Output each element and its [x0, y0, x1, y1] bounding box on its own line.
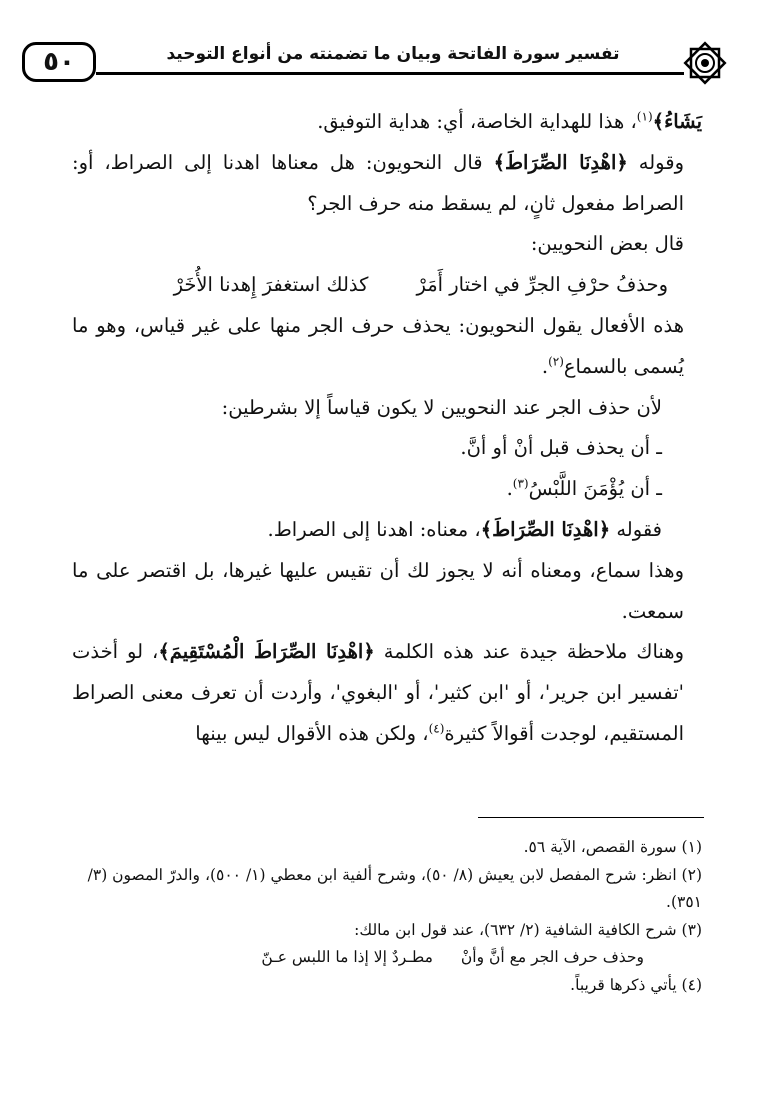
footnote-1: (١) سورة القصص، الآية ٥٦. — [523, 838, 702, 856]
condition-2 — [72, 469, 702, 510]
condition-text: . — [506, 477, 513, 501]
paragraph-text: وهناك ملاحظة جيدة عند هذه الكلمة — [383, 640, 684, 664]
paragraph-text: هذه الأفعال يقول النحويون: يحذف حرف الجر منها على غير قياس، وهو ما يُسمى بالسماع — [72, 313, 684, 378]
paragraph-3: قال بعض النحويين: — [530, 232, 684, 256]
star-ornament-icon — [680, 38, 730, 88]
paragraph-1 — [72, 102, 702, 143]
paragraph-8 — [72, 632, 702, 754]
paragraph-7: وهذا سماع، ومعناه أنه لا يجوز لك أن تقيس عليها غيرها، بل اقتصر على ما سمعت. — [72, 558, 684, 623]
footnote-ref: (٣) — [512, 476, 529, 491]
paragraph-4 — [72, 306, 702, 388]
quran-bracket: ﴾ — [652, 110, 665, 133]
footnote-4: (٤) يأتي ذكرها قريباً. — [570, 975, 702, 994]
footnote-3: (٣) شرح الكافية الشافية (٢/ ٦٣٢)، عند قول ابن مالك: — [354, 920, 702, 939]
page-number: ٥٠ — [22, 42, 96, 82]
condition-text: ـ أن يُؤْمَنَ اللَّبْسُ — [528, 477, 662, 501]
paragraph-5: لأن حذف الجر عند النحويين لا يكون قياساً إلا بشرطين: — [221, 395, 662, 419]
poem-hemistich-1: وحذفُ حرْفِ الجرِّ في اختار أَمَرْ — [416, 273, 668, 297]
quran-quote: ﴿اهْدِنَا الصِّرَاطَ﴾ — [493, 150, 628, 174]
paragraph-6 — [72, 510, 702, 551]
paragraph-text: ، هذا للهداية الخاصة، أي: هداية التوفيق. — [317, 110, 637, 133]
footnote-ref: (١) — [636, 109, 653, 124]
poem-hemistich-2: كذلك استغفرَ إِهدنا الأُخَرْ — [173, 273, 369, 297]
quran-word: يَشَاءُ — [664, 110, 702, 133]
paragraph-text: ، ولكن هذه الأقوال ليس بينها — [195, 721, 429, 745]
footnotes — [72, 834, 702, 999]
footnote-poem — [72, 944, 702, 972]
paragraph-text: وقوله — [638, 150, 684, 174]
quran-quote: ﴿اهْدِنَا الصِّرَاطَ﴾ — [480, 517, 611, 541]
page-header — [22, 38, 730, 96]
paragraph-text: ، معناه: اهدنا إلى الصراط. — [267, 517, 481, 541]
quran-quote: ﴿اهْدِنَا الصِّرَاطَ الْمُسْتَقِيمَ﴾ — [158, 640, 375, 664]
main-text — [72, 102, 702, 755]
footnote-ref: (٢) — [548, 354, 564, 369]
running-title: تفسير سورة الفاتحة وبيان ما تضمنته من أنواع التوحيد — [166, 44, 620, 64]
paragraph-text: ، لو أخذت 'تفسير ابن جرير'، أو 'ابن كثير'، أو 'البغوي'، وأردت أن تعرف معنى الصراط المستقيم، لوجدت أقوالاً كثيرة — [72, 640, 684, 745]
paragraph-text: . — [541, 354, 549, 378]
poem-verse — [72, 265, 702, 306]
footnote-2: (٢) انظر: شرح المفصل لابن يعيش (٨/ ٥٠)، وشرح ألفية ابن معطي (١/ ٥٠٠)، والدرّ المصون (٣/ ٣٥١). — [87, 865, 702, 911]
paragraph-2 — [72, 143, 702, 225]
paragraph-text: قال النحويون: هل معناها اهدنا إلى الصراط، أو: الصراط مفعول ثانٍ، لم يسقط منه حرف الجر؟ — [72, 150, 684, 215]
paragraph-text: فقوله — [616, 517, 662, 541]
footnote-poem-hemistich-2: مطـردٌ إلا إذا ما اللبس عـنّ — [261, 948, 433, 966]
footnote-divider — [478, 817, 704, 818]
footnote-poem-hemistich-1: وحذف حرف الجر مع أنَّ وأنْ — [460, 948, 644, 966]
header-rule — [96, 72, 684, 75]
footnote-ref: (٤) — [428, 721, 445, 736]
condition-1: ـ أن يحذف قبل أنْ أو أنَّ. — [460, 436, 662, 460]
